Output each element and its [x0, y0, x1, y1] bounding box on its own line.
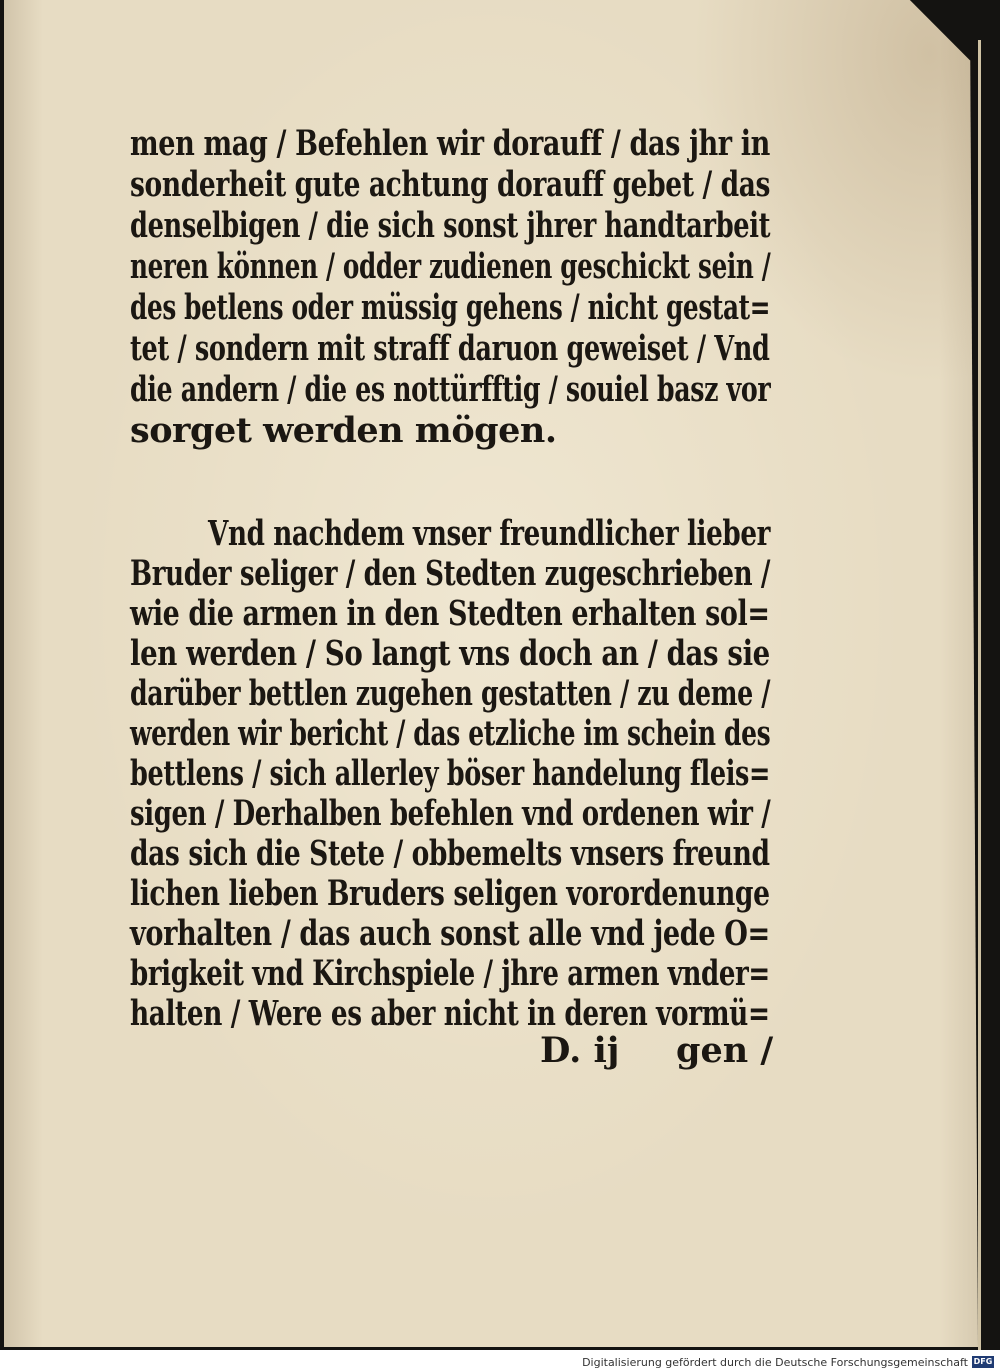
text-line: die andern / die es nottürfftig / souiel basz vor [130, 369, 771, 410]
page-edge [978, 40, 981, 1350]
text-line: Vnd nachdem vnser freundlicher lieber [208, 513, 771, 554]
digitization-credit: Digitalisierung gefördert durch die Deutsche Forschungsgemeinschaft [582, 1356, 968, 1369]
text-line: des betlens oder müssig gehens / nicht gestat= [130, 287, 771, 328]
text-line: denselbigen / die sich sonst jhrer handtarbeit [130, 205, 771, 246]
text-line: men mag / Befehlen wir dorauff / das jhr in [130, 123, 770, 164]
dfg-logo: DFG [973, 1357, 993, 1366]
text-line: werden wir bericht / das etzliche im schein des [130, 713, 771, 754]
text-line: neren können / odder zudienen geschickt sein / [130, 246, 771, 287]
text-line: tet / sondern mit straff daruon geweiset / Vnd [130, 328, 770, 369]
text-line: halten / Were es aber nicht in deren vormü= [130, 993, 770, 1034]
text-line: sorget werden mögen. [130, 410, 557, 451]
text-line: vorhalten / das auch sonst alle vnd jede O= [130, 913, 770, 954]
text-line: bettlens / sich allerley böser handelung fleis= [130, 753, 771, 794]
text-line: sonderheit gute achtung dorauff gebet / das [130, 164, 771, 205]
text-line: darüber bettlen zugehen gestatten / zu deme / [130, 673, 771, 714]
text-line: lichen lieben Bruders seligen vorordenunge [130, 873, 770, 914]
text-line: brigkeit vnd Kirchspiele / jhre armen vnder= [130, 953, 770, 994]
text-line: wie die armen in den Stedten erhalten sol= [130, 593, 770, 634]
text-line: sigen / Derhalben befehlen vnd ordenen wir / [130, 793, 771, 834]
signature-mark: D. ij [540, 1030, 620, 1071]
text-line: len werden / So langt vns doch an / das sie [130, 633, 770, 674]
text-line: das sich die Stete / obbemelts vnsers freund [130, 833, 770, 874]
catchword: gen / [676, 1030, 774, 1071]
folded-corner [910, 0, 976, 62]
text-line: Bruder seliger / den Stedten zugeschrieben / [130, 553, 771, 594]
